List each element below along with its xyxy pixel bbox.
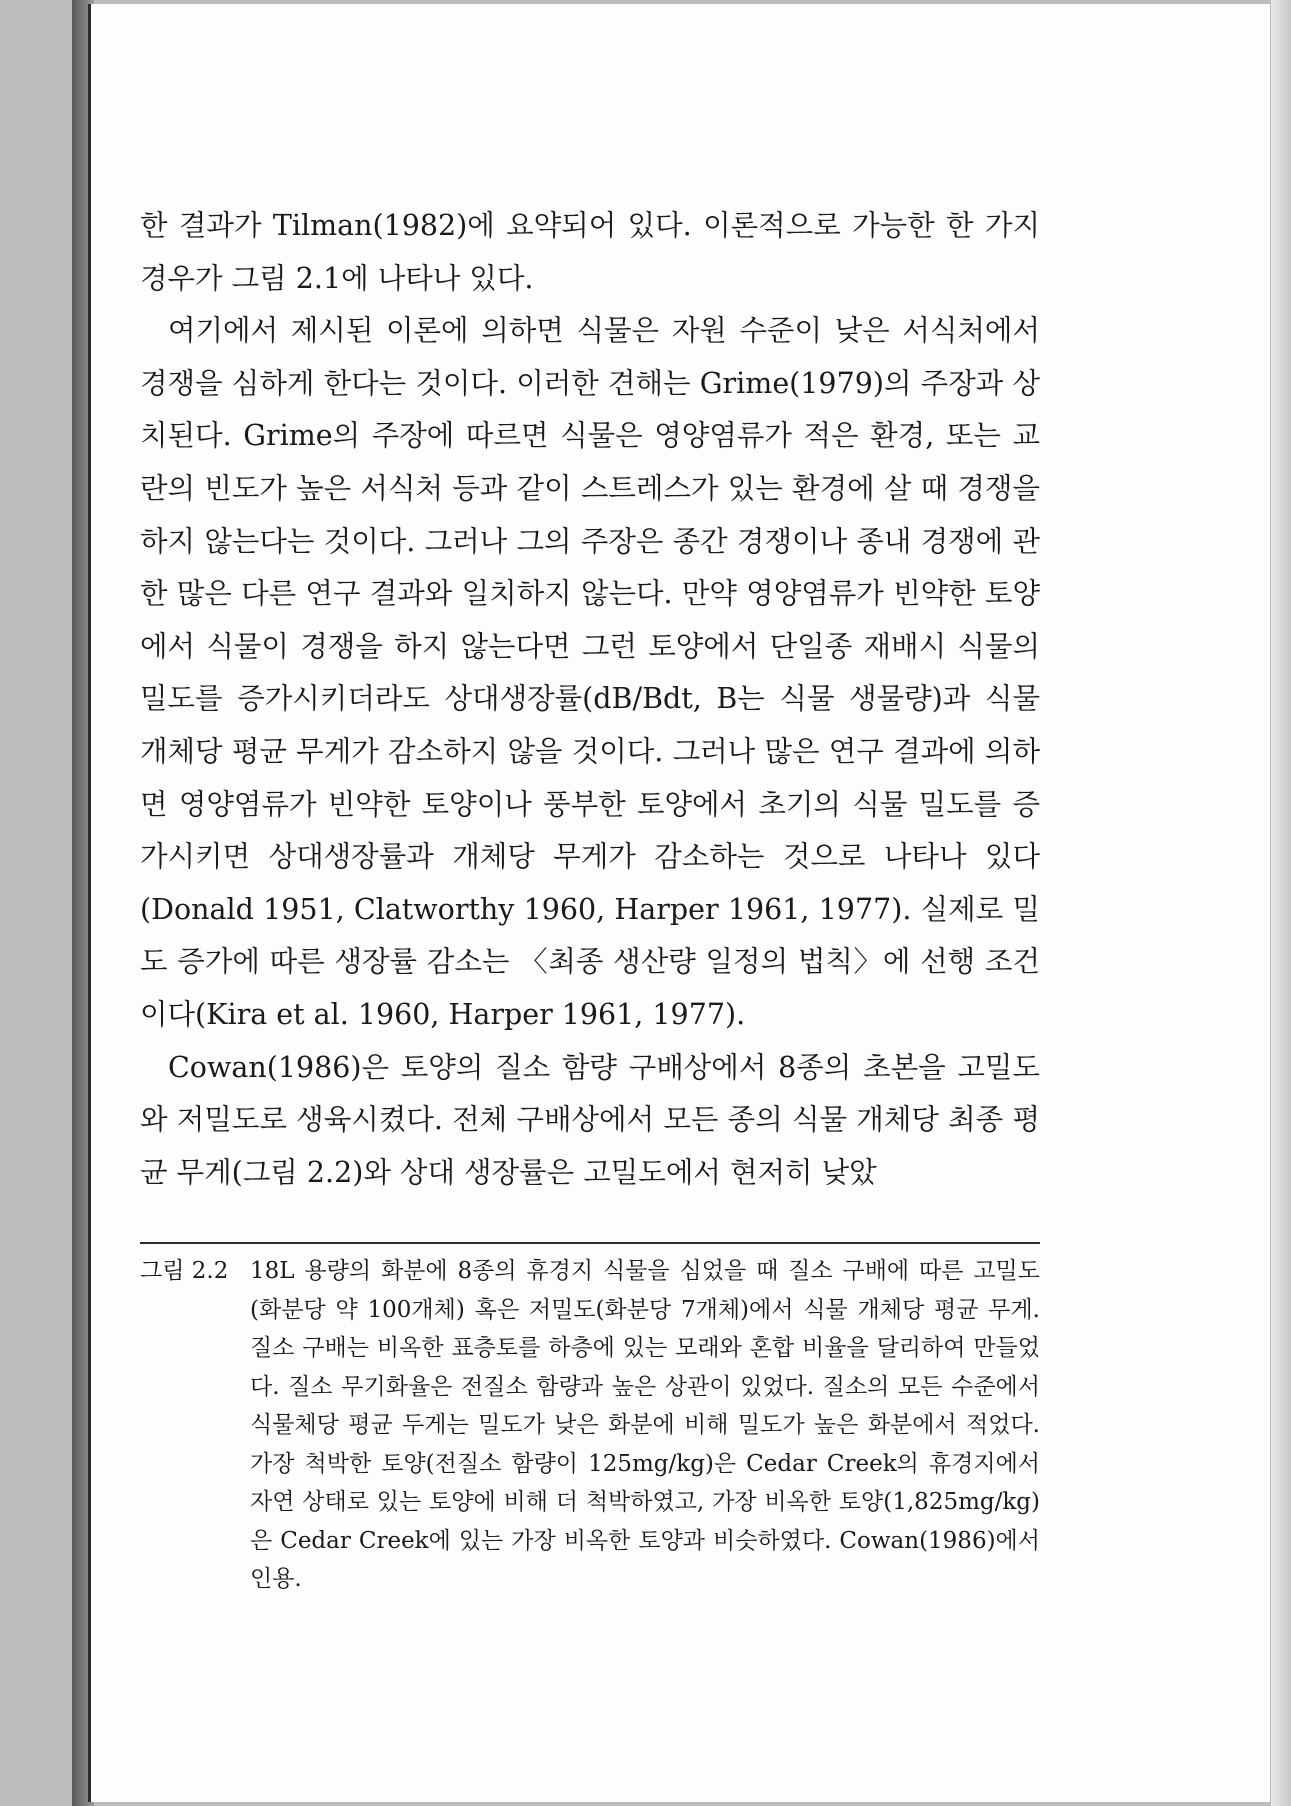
caption-label: 그림 2.2 xyxy=(140,1258,229,1284)
paragraph-1: 한 결과가 Tilman(1982)에 요약되어 있다. 이론적으로 가능한 한 가지 경우가 그림 2.1에 나타나 있다. xyxy=(140,209,1040,295)
viewer-right-shadow xyxy=(1271,0,1291,1806)
body-text xyxy=(140,200,1040,1199)
paragraph-2: 여기에서 제시된 이론에 의하면 식물은 자원 수준이 낮은 서식처에서 경쟁을 심하게 한다는 것이다. 이러한 견해는 Grime(1979)의 주장과 상치된다. Grime의 주장에 따르면 식물은 영양염류가 적은 환경, 또는 교란의 빈도가 높은 서식처 등과 같이 스트레스가 있는 환경에 살 때 경쟁을 하지 않는다는 것이다. 그러나 그의 주장은 종간 경쟁이나 종내 경쟁에 관한 많은 다른 연구 결과와 일치하지 않는다. 만약 영양염류가 빈약한 토양에서 식물이 경쟁을 하지 않는다면 그런 토양에서 단일종 재배시 식물의 밀도를 증가시키더라도 상대생장률(dB/Bdt, B는 식물 생물량)과 식물 개체당 평균 무게가 감소하지 않을 것이다. 그러나 많은 연구 결과에 의하면 영양염류가 빈약한 토양이나 풍부한 토양에서 초기의 식물 밀도를 증가시키면 상대생장률과 개체당 무게가 감소하는 것으로 나타나 있다(Donald 1951, Clatworthy 1960, Harper 1961, 1977). 실제로 밀도 증가에 따른 생장률 감소는 〈최종 생산량 일정의 법칙〉에 선행 조건이다(Kira et al. 1960, Harper 1961, 1977). xyxy=(140,314,1040,1031)
paragraph-3: Cowan(1986)은 토양의 질소 함량 구배상에서 8종의 초본을 고밀도와 저밀도로 생육시켰다. 전체 구배상에서 모든 종의 식물 개체당 최종 평균 무게(그림 2.2)와 상대 생장률은 고밀도에서 현저히 낮았 xyxy=(140,1050,1040,1189)
caption-divider xyxy=(140,1242,1040,1244)
figure-caption xyxy=(140,1252,1040,1599)
caption-text: 18L 용량의 화분에 8종의 휴경지 식물을 심었을 때 질소 구배에 따른 고밀도(화분당 약 100개체) 혹은 저밀도(화분당 7개체)에서 식물 개체당 평균 무게. 질소 구배는 비옥한 표층토를 하층에 있는 모래와 혼합 비율을 달리하여 만들었다. 질소 무기화율은 전질소 함량과 높은 상관이 있었다. 질소의 모든 수준에서 식물체당 평균 두게는 밀도가 낮은 화분에 비해 밀도가 높은 화분에서 적었다. 가장 척박한 토양(전질소 함량이 125mg/kg)은 Cedar Creek의 휴경지에서 자연 상태로 있는 토양에 비해 더 척박하였고, 가장 비옥한 토양(1,825mg/kg)은 Cedar Creek에 있는 가장 비옥한 토양과 비슷하였다. Cowan(1986)에서 인용. xyxy=(250,1258,1040,1592)
